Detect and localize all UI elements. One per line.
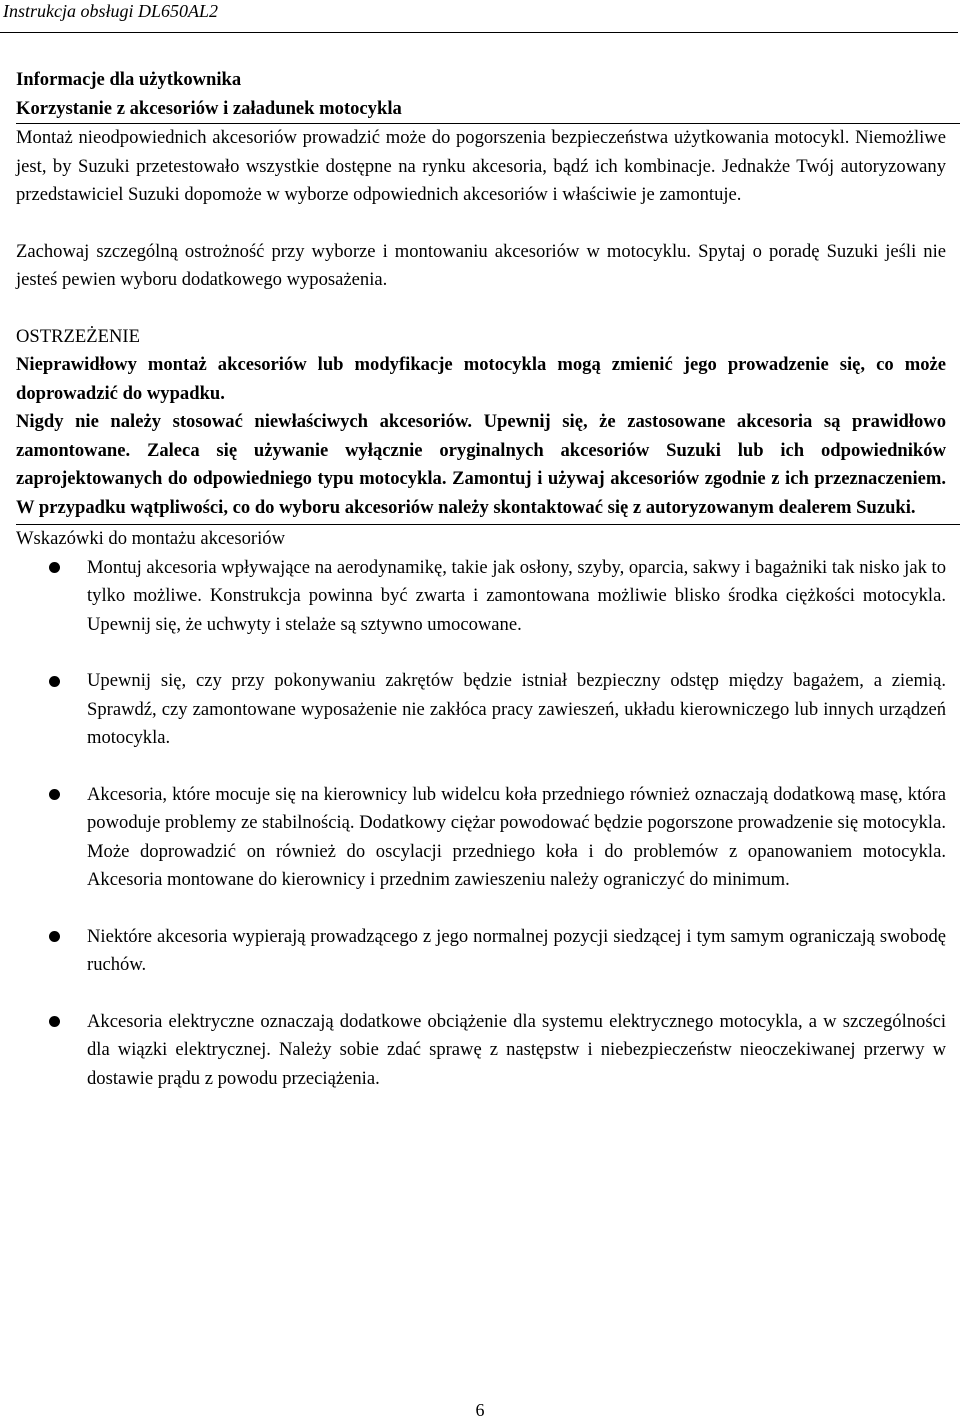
tips-heading: Wskazówki do montażu akcesoriów	[16, 528, 286, 549]
section-subheading: Korzystanie z akcesoriów i załadunek motocykla	[16, 95, 960, 125]
warning-title: OSTRZEŻENIE	[16, 325, 140, 347]
warning-paragraph: Nieprawidłowy montaż akcesoriów lub modyfikacje motocykla mogą zmienić jego prowadzenie się, co może doprowadzić do wypadku.	[16, 354, 946, 404]
list-item-text: Akcesoria elektryczne oznaczają dodatkowe obciążenie dla systemu elektrycznego motocykla, a w szczególności dla wiązki elektrycznej. Należy sobie zdać sprawę z następstw i niebezpieczeństw nieoczekiwanej przerwy w dostawie prądu z powodu przeciążenia.	[87, 1010, 946, 1089]
section-heading: Informacje dla użytkownika	[16, 69, 242, 90]
list-item-text: Montuj akcesoria wpływające na aerodynamikę, takie jak osłony, szyby, oparcia, sakwy i bagażniki tak nisko jak to tylko możliwe. Konstrukcja powinna być zwarta i zamontowana możliwie blisko środka ciężkości motocykla. Upewnij się, że uchwyty i stelaże są sztywno umocowane.	[87, 556, 946, 635]
bullet-icon	[49, 562, 60, 573]
tips-list	[16, 554, 946, 1094]
intro-paragraph: Montaż nieodpowiednich akcesoriów prowadzić może do pogorszenia bezpieczeństwa użytkowania motocykl. Niemożliwe jest, by Suzuki przetestowało wszystkie dostępne na rynku akcesoria, bądź ich kombinacje. Jednakże Twój autoryzowany przedstawiciel Suzuki dopomoże w wyborze odpowiednich akcesoriów i właściwie je zamontuje.	[16, 127, 946, 205]
list-item	[16, 781, 946, 895]
spacer	[16, 295, 946, 323]
bullet-icon	[49, 789, 60, 800]
bullet-icon	[49, 1016, 60, 1027]
document-header-title: Instrukcja obsługi DL650AL2	[3, 1, 219, 21]
page-content	[16, 66, 946, 1121]
bullet-icon	[49, 931, 60, 942]
list-item	[16, 554, 946, 640]
spacer	[16, 210, 946, 238]
warning-block	[16, 351, 960, 525]
warning-paragraph: Nigdy nie należy stosować niewłaściwych akcesoriów. Upewnij się, że zastosowane akcesoria są prawidłowo zamontowane. Zaleca się używanie wyłącznie oryginalnych akcesoriów Suzuki lub ich odpowiedników zaprojektowanych do odpowiedniego typu motocykla. Zamontuj i używaj akcesoriów zgodnie z ich przeznaczeniem. W przypadku wątpliwości, co do wyboru akcesoriów należy skontaktować się z autoryzowanym dealerem Suzuki.	[16, 411, 946, 518]
list-item	[16, 923, 946, 980]
list-item-text: Niektóre akcesoria wypierają prowadzącego z jego normalnej pozycji siedzącej i tym samym ograniczają swobodę ruchów.	[87, 925, 946, 975]
page-number: 6	[475, 1400, 485, 1420]
list-item-text: Upewnij się, czy przy pokonywaniu zakrętów będzie istniał bezpieczny odstęp między bagażem, a ziemią. Sprawdź, czy zamontowane wyposażenie nie zakłóca pracy zawieszeń, układu kierowniczego lub innych urządzeń motocykla.	[87, 670, 946, 748]
intro-paragraph: Zachowaj szczególną ostrożność przy wyborze i montowaniu akcesoriów w motocyklu. Spytaj o poradę Suzuki jeśli nie jesteś pewien wyboru dodatkowego wyposażenia.	[16, 240, 946, 290]
list-item	[16, 1008, 946, 1094]
list-item	[16, 667, 946, 753]
bullet-icon	[49, 676, 60, 687]
list-item-text: Akcesoria, które mocuje się na kierownicy lub widelcu koła przedniego również oznaczają dodatkową masę, która powoduje problemy ze stabilnością. Dodatkowy ciężar powodować będzie pogorszone prowadzenie się motocykla. Może doprowadzić on również do oscylacji przedniego koła i do problemów z opanowaniem motocykla. Akcesoria montowane do kierownicy i przednim zawieszeniu należy ograniczyć do minimum.	[87, 783, 946, 890]
header-divider	[0, 32, 958, 33]
